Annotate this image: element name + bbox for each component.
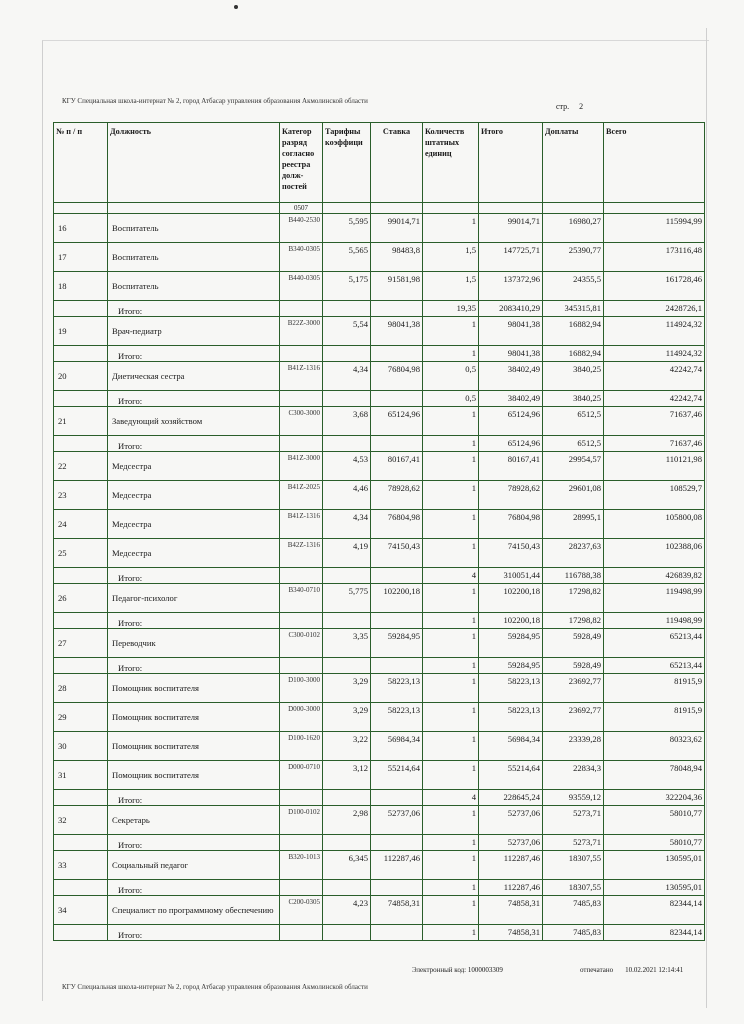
table-row [54,674,705,703]
qty-cell: 1 [423,214,479,243]
total-cell: 82344,14 [604,896,705,925]
qty-cell: 1 [423,896,479,925]
qty-cell: 1 [423,761,479,790]
extra-cell: 18307,55 [543,851,604,880]
total-row [54,835,705,851]
extra-cell: 28237,63 [543,539,604,568]
page-num: 2 [579,102,584,111]
table-row [54,317,705,346]
total-cell: 105800,08 [604,510,705,539]
subtotal-cell: 59284,95 [479,658,543,674]
total-cell: 81915,9 [604,674,705,703]
rate-cell: 59284,95 [371,629,423,658]
extra-cell: 24355,5 [543,272,604,301]
rate-cell: 74858,31 [371,896,423,925]
total-cell: 82344,14 [604,925,705,941]
qty-cell: 1 [423,452,479,481]
table-row [54,272,705,301]
footer-org: КГУ Специальная школа-интернат № 2, город Атбасар управления образования Акмолинской области [62,983,368,991]
total-cell: 65213,44 [604,658,705,674]
extra-cell: 3840,25 [543,391,604,407]
extra-cell: 22834,3 [543,761,604,790]
table-row [54,510,705,539]
subtotal-cell: 74150,43 [479,539,543,568]
page-right-edge [706,28,707,1008]
subtotal-cell: 2083410,29 [479,301,543,317]
total-cell: 110121,98 [604,452,705,481]
total-label: Итого: [108,301,280,317]
category-cell: C300-0102 [280,629,323,658]
staff-table [53,122,705,941]
position-cell: Секретарь [108,806,280,835]
total-label: Итого: [108,568,280,584]
extra-cell: 25390,77 [543,243,604,272]
rate-cell: 78928,62 [371,481,423,510]
subtotal-cell: 102200,18 [479,584,543,613]
row-num: 25 [54,539,108,568]
row-num: 33 [54,851,108,880]
category-cell: C300-3000 [280,407,323,436]
qty-cell: 1 [423,510,479,539]
rate-cell: 91581,98 [371,272,423,301]
extra-cell: 16882,94 [543,317,604,346]
table-row [54,452,705,481]
total-cell: 115994,99 [604,214,705,243]
col-qty: Количеств штатных единиц [423,123,479,203]
total-cell: 102388,06 [604,539,705,568]
subtotal-cell: 58223,13 [479,674,543,703]
table-row [54,407,705,436]
total-label: Итого: [108,790,280,806]
qty-cell: 1 [423,613,479,629]
coef-cell: 3,35 [323,629,371,658]
row-num: 32 [54,806,108,835]
category-cell: D100-1620 [280,732,323,761]
total-cell: 108529,7 [604,481,705,510]
position-cell: Социальный педагог [108,851,280,880]
col-num: № п / п [54,123,108,203]
qty-cell: 1 [423,346,479,362]
row-num: 18 [54,272,108,301]
subtotal-cell: 99014,71 [479,214,543,243]
extra-cell: 93559,12 [543,790,604,806]
printed-date: 10.02.2021 12:14:41 [625,966,684,974]
position-cell: Врач-педиатр [108,317,280,346]
position-cell: Медсестра [108,481,280,510]
rate-cell: 55214,64 [371,761,423,790]
qty-cell: 1 [423,806,479,835]
subtotal-cell: 98041,38 [479,317,543,346]
category-cell: B41Z-1316 [280,510,323,539]
total-row [54,436,705,452]
row-num: 16 [54,214,108,243]
position-cell: Педагог-психолог [108,584,280,613]
subtotal-cell: 78928,62 [479,481,543,510]
subtotal-cell: 112287,46 [479,851,543,880]
total-label: Итого: [108,346,280,362]
position-cell: Помощник воспитателя [108,703,280,732]
total-label: Итого: [108,925,280,941]
total-label: Итого: [108,658,280,674]
qty-cell: 1,5 [423,272,479,301]
table-row [54,851,705,880]
coef-cell: 6,345 [323,851,371,880]
subtotal-cell: 80167,41 [479,452,543,481]
row-num: 19 [54,317,108,346]
extra-cell: 116788,38 [543,568,604,584]
category-cell: B440-0305 [280,272,323,301]
coef-cell: 4,34 [323,362,371,391]
extra-cell: 6512,5 [543,436,604,452]
coef-cell: 5,54 [323,317,371,346]
table-row [54,761,705,790]
table-row [54,703,705,732]
extra-cell: 18307,55 [543,880,604,896]
row-num: 23 [54,481,108,510]
subtotal-cell: 38402,49 [479,391,543,407]
total-cell: 65213,44 [604,629,705,658]
qty-cell: 1 [423,658,479,674]
row-num: 34 [54,896,108,925]
table-row [54,806,705,835]
col-subtotal: Итого [479,123,543,203]
subtotal-cell: 112287,46 [479,880,543,896]
col-category: Категор разряд согласно реестра долж-постей [280,123,323,203]
coef-cell: 4,19 [323,539,371,568]
subtotal-cell: 59284,95 [479,629,543,658]
category-cell: B22Z-3000 [280,317,323,346]
qty-cell: 1 [423,317,479,346]
extra-cell: 17298,82 [543,613,604,629]
total-label: Итого: [108,391,280,407]
table-header [54,123,705,203]
extra-cell: 23339,28 [543,732,604,761]
row-num: 31 [54,761,108,790]
qty-cell: 1 [423,703,479,732]
rate-cell: 99014,71 [371,214,423,243]
total-cell: 42242,74 [604,362,705,391]
subtotal-cell: 38402,49 [479,362,543,391]
row-num: 29 [54,703,108,732]
row-num: 22 [54,452,108,481]
subtotal-cell: 52737,06 [479,806,543,835]
row-num: 21 [54,407,108,436]
printed-label: отпечатано [580,966,614,974]
table-row [54,584,705,613]
printed-stamp [580,966,683,974]
position-cell: Воспитатель [108,214,280,243]
qty-cell: 1 [423,835,479,851]
coef-cell: 3,12 [323,761,371,790]
extra-cell: 29954,57 [543,452,604,481]
sub-code: 0507 [280,203,323,214]
category-cell: B41Z-1316 [280,362,323,391]
qty-cell: 4 [423,568,479,584]
extra-cell: 29601,08 [543,481,604,510]
position-cell: Помощник воспитателя [108,674,280,703]
qty-cell: 0,5 [423,391,479,407]
rate-cell: 76804,98 [371,510,423,539]
scan-dot [234,5,238,9]
table-body [54,214,705,941]
qty-cell: 1 [423,851,479,880]
total-cell: 119498,99 [604,584,705,613]
total-row [54,346,705,362]
total-cell: 322204,36 [604,790,705,806]
coef-cell: 3,29 [323,674,371,703]
coef-cell: 5,775 [323,584,371,613]
row-num: 26 [54,584,108,613]
coef-cell: 3,68 [323,407,371,436]
rate-cell: 112287,46 [371,851,423,880]
coef-cell: 5,565 [323,243,371,272]
total-cell: 2428726,1 [604,301,705,317]
position-cell: Медсестра [108,539,280,568]
subtotal-cell: 56984,34 [479,732,543,761]
coef-cell: 4,23 [323,896,371,925]
row-num: 28 [54,674,108,703]
total-row [54,790,705,806]
qty-cell: 1 [423,732,479,761]
qty-cell: 0,5 [423,362,479,391]
category-cell: D000-0710 [280,761,323,790]
category-cell: D100-0102 [280,806,323,835]
total-row [54,391,705,407]
qty-cell: 1 [423,407,479,436]
rate-cell: 58223,13 [371,703,423,732]
qty-cell: 1 [423,584,479,613]
extra-cell: 17298,82 [543,584,604,613]
total-cell: 58010,77 [604,806,705,835]
total-label: Итого: [108,880,280,896]
coef-cell: 5,175 [323,272,371,301]
org-header: КГУ Специальная школа-интернат № 2, город Атбасар управления образования Акмолинской области [62,97,368,105]
total-cell: 71637,46 [604,436,705,452]
rate-cell: 76804,98 [371,362,423,391]
qty-cell: 1 [423,674,479,703]
extra-cell: 23692,77 [543,674,604,703]
subtotal-cell: 310051,44 [479,568,543,584]
category-cell: B41Z-2025 [280,481,323,510]
total-label: Итого: [108,835,280,851]
subtotal-cell: 52737,06 [479,835,543,851]
row-num: 20 [54,362,108,391]
position-cell: Специалист по программному обеспечению [108,896,280,925]
rate-cell: 98483,8 [371,243,423,272]
table-row [54,481,705,510]
qty-cell: 1 [423,539,479,568]
extra-cell: 5273,71 [543,806,604,835]
extra-cell: 7485,83 [543,896,604,925]
row-num: 24 [54,510,108,539]
row-num: 27 [54,629,108,658]
rate-cell: 56984,34 [371,732,423,761]
subtotal-cell: 65124,96 [479,407,543,436]
position-cell: Воспитатель [108,243,280,272]
total-row [54,658,705,674]
extra-cell: 5273,71 [543,835,604,851]
extra-cell: 3840,25 [543,362,604,391]
electronic-code: Электронный код: 1000003309 [412,966,503,974]
total-cell: 114924,32 [604,346,705,362]
category-cell: B320-1013 [280,851,323,880]
col-rate: Ставка [371,123,423,203]
extra-cell: 345315,81 [543,301,604,317]
qty-cell: 1 [423,925,479,941]
subtotal-cell: 74858,31 [479,925,543,941]
table-row [54,629,705,658]
qty-cell: 1 [423,481,479,510]
total-cell: 114924,32 [604,317,705,346]
qty-cell: 1 [423,880,479,896]
category-cell: D100-3000 [280,674,323,703]
page-number [556,102,583,111]
position-cell: Помощник воспитателя [108,761,280,790]
qty-cell: 1 [423,436,479,452]
category-cell: C200-0305 [280,896,323,925]
total-row [54,568,705,584]
position-cell: Заведующий хозяйством [108,407,280,436]
coef-cell: 3,22 [323,732,371,761]
coef-cell: 3,29 [323,703,371,732]
subtotal-cell: 76804,98 [479,510,543,539]
total-cell: 80323,62 [604,732,705,761]
position-cell: Воспитатель [108,272,280,301]
total-cell: 42242,74 [604,391,705,407]
subtotal-cell: 137372,96 [479,272,543,301]
table-row [54,896,705,925]
subtotal-cell: 147725,71 [479,243,543,272]
position-cell: Помощник воспитателя [108,732,280,761]
total-label: Итого: [108,613,280,629]
row-num: 17 [54,243,108,272]
total-cell: 426839,82 [604,568,705,584]
subtotal-cell: 74858,31 [479,896,543,925]
extra-cell: 5928,49 [543,658,604,674]
position-cell: Медсестра [108,510,280,539]
extra-cell: 16882,94 [543,346,604,362]
category-cell: B42Z-1316 [280,539,323,568]
coef-cell: 4,34 [323,510,371,539]
qty-cell: 1 [423,629,479,658]
total-cell: 78048,94 [604,761,705,790]
total-row [54,880,705,896]
coef-cell: 4,53 [323,452,371,481]
rate-cell: 80167,41 [371,452,423,481]
table-row [54,243,705,272]
col-total: Всего [604,123,705,203]
rate-cell: 98041,38 [371,317,423,346]
rate-cell: 65124,96 [371,407,423,436]
extra-cell: 16980,27 [543,214,604,243]
extra-cell: 23692,77 [543,703,604,732]
col-position: Должность [108,123,280,203]
category-cell: B41Z-3000 [280,452,323,481]
table-row [54,362,705,391]
category-cell: B340-0710 [280,584,323,613]
table-row [54,732,705,761]
total-cell: 130595,01 [604,880,705,896]
category-cell: B340-0305 [280,243,323,272]
position-cell: Переводчик [108,629,280,658]
extra-cell: 6512,5 [543,407,604,436]
total-label: Итого: [108,436,280,452]
table-row [54,539,705,568]
extra-cell: 28995,1 [543,510,604,539]
qty-cell: 1,5 [423,243,479,272]
subtotal-cell: 98041,38 [479,346,543,362]
total-cell: 71637,46 [604,407,705,436]
subtotal-cell: 55214,64 [479,761,543,790]
total-cell: 173116,48 [604,243,705,272]
total-cell: 130595,01 [604,851,705,880]
col-coef: Тарифны коэффици [323,123,371,203]
subtotal-cell: 228645,24 [479,790,543,806]
total-row [54,301,705,317]
extra-cell: 7485,83 [543,925,604,941]
total-row [54,925,705,941]
rate-cell: 74150,43 [371,539,423,568]
subtotal-cell: 58223,13 [479,703,543,732]
subtotal-cell: 102200,18 [479,613,543,629]
rate-cell: 58223,13 [371,674,423,703]
rate-cell: 52737,06 [371,806,423,835]
col-extra: Доплаты [543,123,604,203]
sub-header-row [54,203,705,214]
total-cell: 119498,99 [604,613,705,629]
total-row [54,613,705,629]
table-row [54,214,705,243]
category-cell: D000-3000 [280,703,323,732]
qty-cell: 19,35 [423,301,479,317]
extra-cell: 5928,49 [543,629,604,658]
page-label: стр. [556,102,570,111]
total-cell: 161728,46 [604,272,705,301]
qty-cell: 4 [423,790,479,806]
position-cell: Диетическая сестра [108,362,280,391]
coef-cell: 5,595 [323,214,371,243]
position-cell: Медсестра [108,452,280,481]
rate-cell: 102200,18 [371,584,423,613]
category-cell: B440-2530 [280,214,323,243]
row-num: 30 [54,732,108,761]
total-cell: 58010,77 [604,835,705,851]
coef-cell: 4,46 [323,481,371,510]
coef-cell: 2,98 [323,806,371,835]
total-cell: 81915,9 [604,703,705,732]
subtotal-cell: 65124,96 [479,436,543,452]
